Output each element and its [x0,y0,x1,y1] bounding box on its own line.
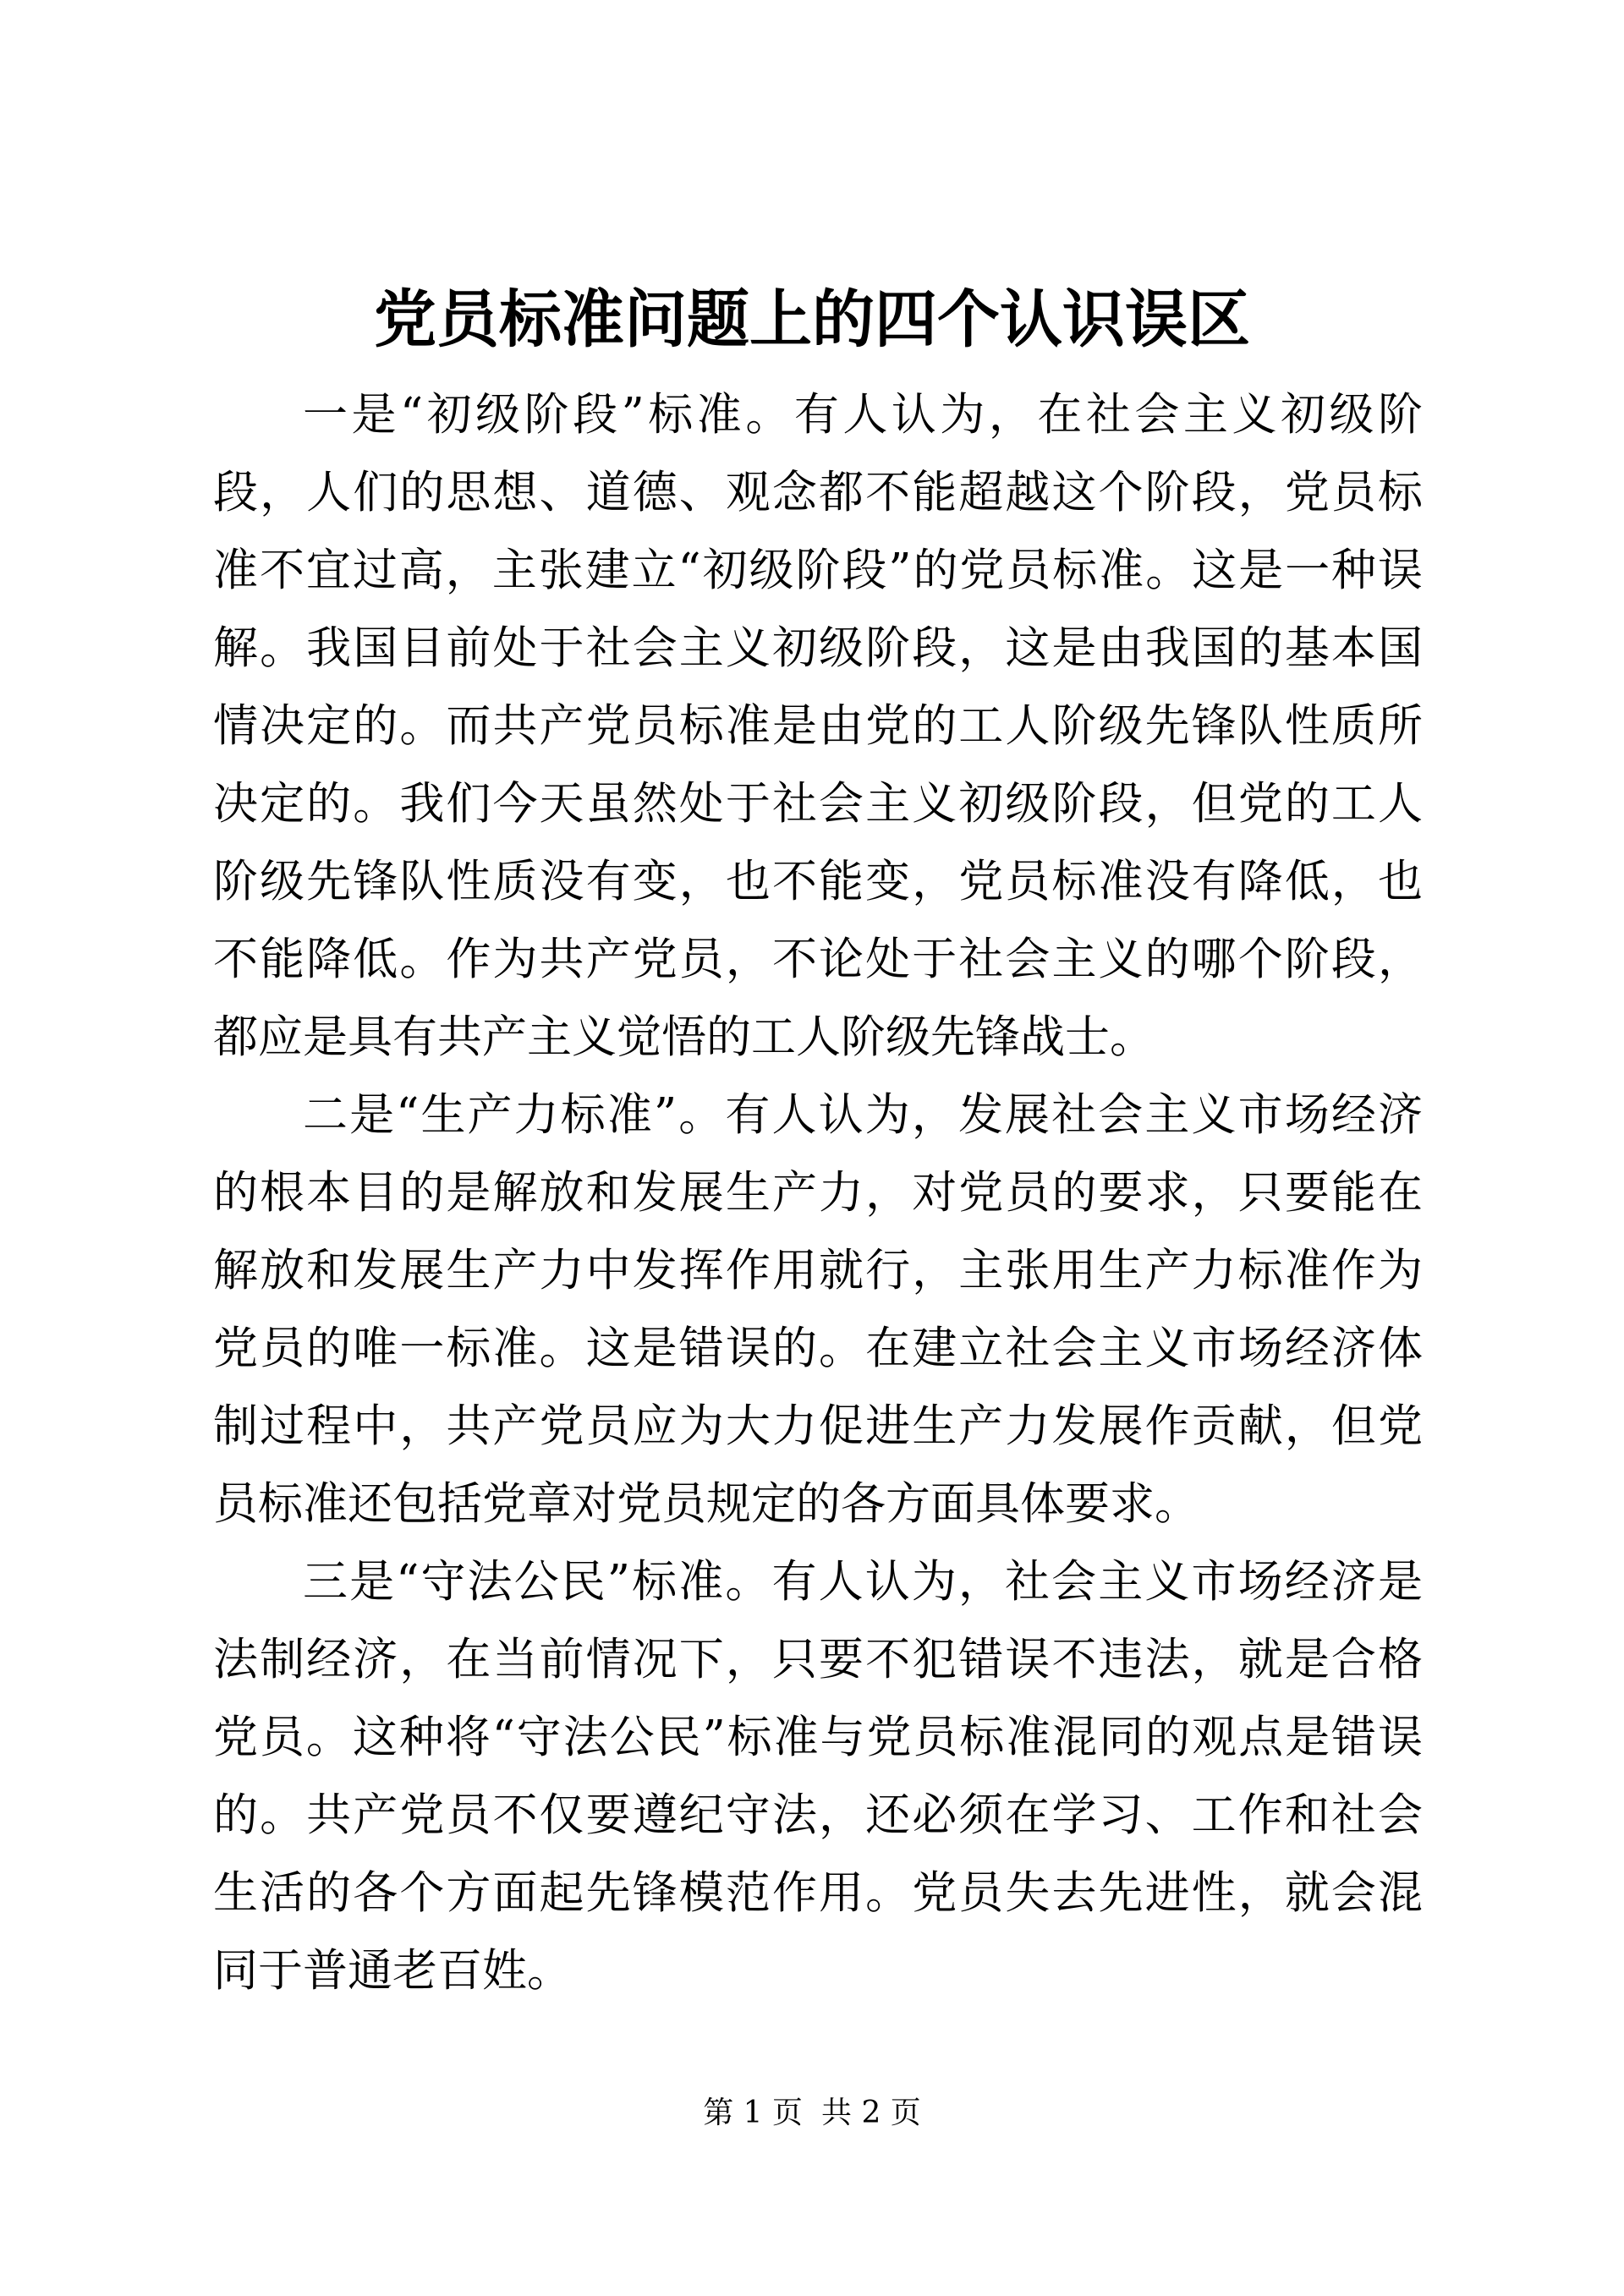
page-footer [0,2093,1624,2134]
paragraph-1: 一是“初级阶段”标准。有人认为，在社会主义初级阶段，人们的思想、道德、观念都不能超越这个阶段，党员标准不宜过高，主张建立“初级阶段”的党员标准。这是一种误解。我国目前处于社会主义初级阶段，这是由我国的基本国情决定的。而共产党员标准是由党的工人阶级先锋队性质所决定的。我们今天虽然处于社会主义初级阶段，但党的工人阶级先锋队性质没有变，也不能变，党员标准没有降低，也不能降低。作为共产党员，不论处于社会主义的哪个阶段，都应是具有共产主义觉悟的工人阶级先锋战士。 [213,389,1423,1063]
page-total: 共 2 页 [821,2096,921,2130]
document-body [213,376,1423,2010]
page-number: 第 1 页 [703,2096,803,2130]
paragraph-3: 三是“守法公民”标准。有人认为，社会主义市场经济是法制经济，在当前情况下，只要不犯错误不违法，就是合格党员。这种将“守法公民”标准与党员标准混同的观点是错误的。共产党员不仅要遵纪守法，还必须在学习、工作和社会生活的各个方面起先锋模范作用。党员失去先进性，就会混同于普通老百姓。 [213,1556,1423,1997]
document-title: 党员标准问题上的四个认识误区 [374,283,1250,356]
paragraph-2: 二是“生产力标准”。有人认为，发展社会主义市场经济的根本目的是解放和发展生产力，对党员的要求，只要能在解放和发展生产力中发挥作用就行，主张用生产力标准作为党员的唯一标准。这是错误的。在建立社会主义市场经济体制过程中，共产党员应为大力促进生产力发展作贡献，但党员标准还包括党章对党员规定的各方面具体要求。 [213,1089,1423,1530]
